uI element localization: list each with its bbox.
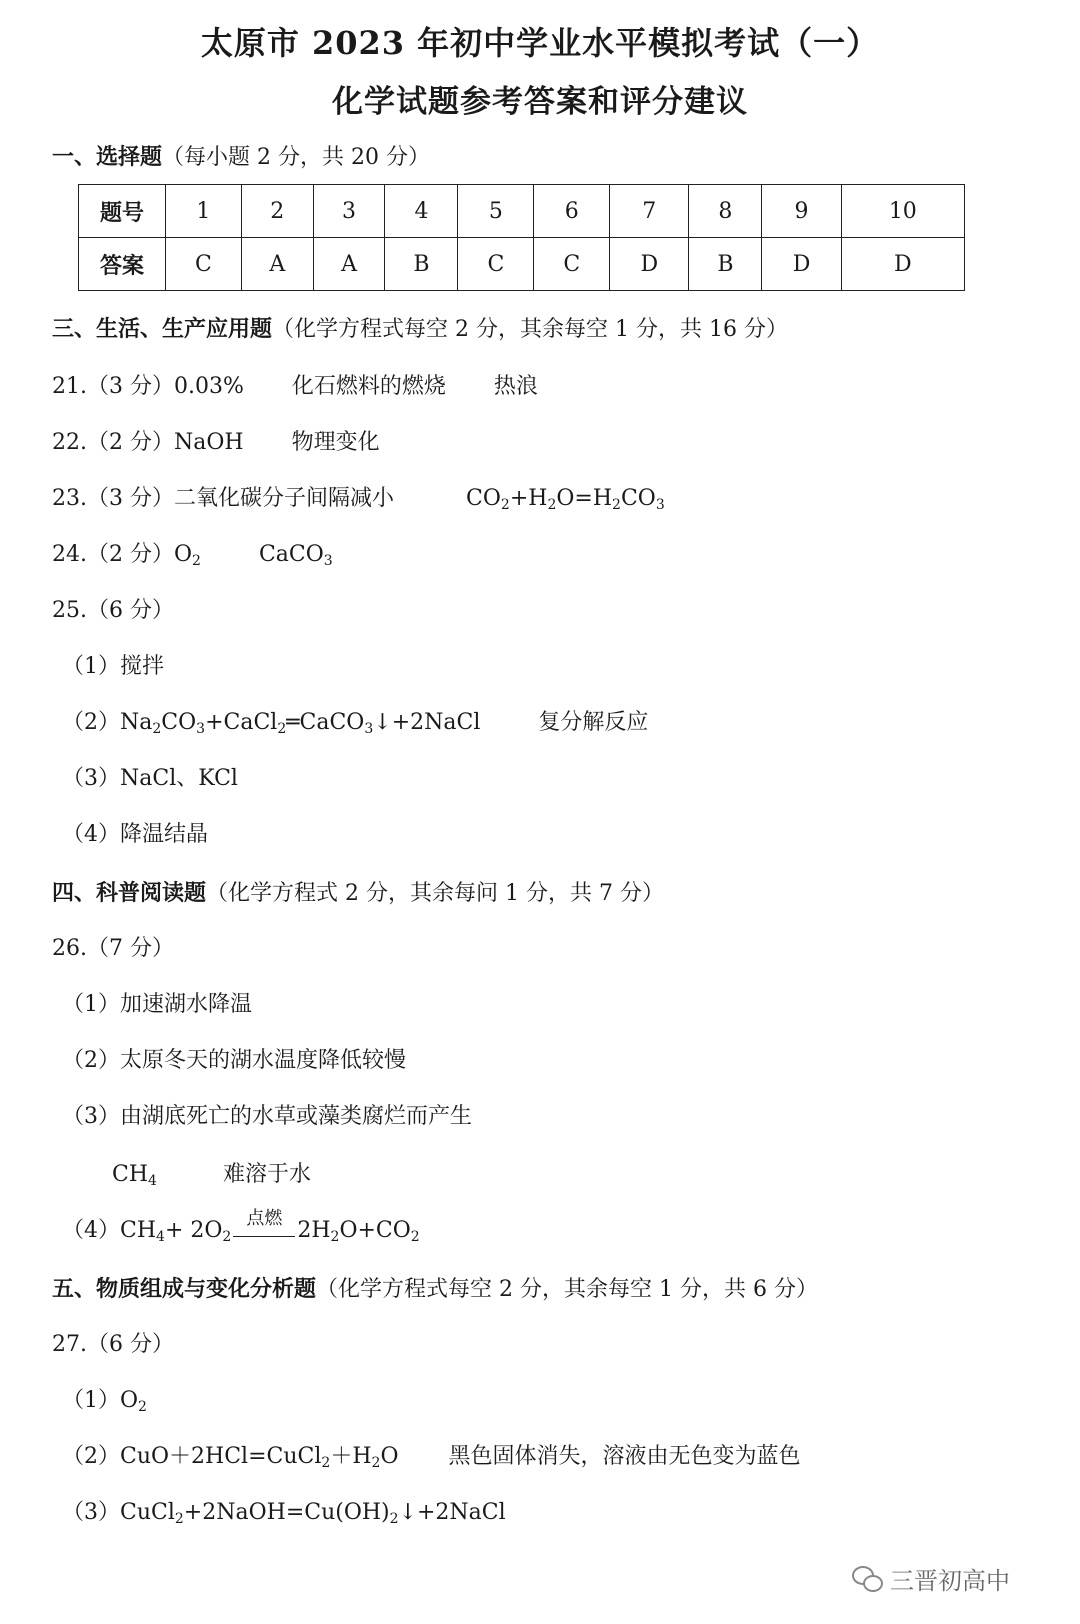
question-number: 9 (762, 185, 841, 238)
answer-21 (52, 372, 538, 402)
question-number: 3 (313, 185, 385, 238)
chemical-equation: $Na_2CO_3+CaCl_2═CaCO_3↓+2NaCl$ (120, 710, 481, 737)
answer-cell: A (313, 238, 385, 291)
section4-note: （化学方程式 2 分，其余每问 1 分，共 7 分） (206, 881, 664, 906)
section5-heading-line (52, 1274, 818, 1305)
chemical-formula: $O_2$ (174, 542, 201, 569)
condition-text: 点燃 (246, 1208, 283, 1229)
answer-25 (52, 596, 174, 626)
answer-text: 二氧化碳分子间隔减小 (174, 486, 395, 511)
part-label: （1） (62, 654, 120, 679)
question-number: 7 (610, 185, 689, 238)
watermark (852, 1561, 1010, 1596)
answer-cell: B (689, 238, 762, 291)
answer-text: 黑色固体消失，溶液由无色变为蓝色 (448, 1444, 801, 1469)
answer-cell: D (841, 238, 964, 291)
question-score: （7 分） (87, 936, 174, 961)
answer-25-3 (62, 764, 238, 794)
part-label: （1） (62, 1388, 120, 1413)
section5-heading: 五、物质组成与变化分析题 (52, 1276, 317, 1302)
answer-23 (52, 484, 665, 514)
answer-text: 加速湖水降温 (120, 992, 253, 1017)
question-number: 22. (52, 430, 87, 455)
part-label: （2） (62, 1444, 120, 1469)
answer-cell: C (534, 238, 610, 291)
chemical-equation: $CO_2+H_2O=H_2CO_3$ (466, 486, 665, 513)
question-number: 8 (689, 185, 762, 238)
answer-27-3 (62, 1498, 506, 1528)
section4-heading: 四、科普阅读题 (52, 880, 207, 906)
answer-26-2 (62, 1046, 406, 1076)
watermark-text: 三晋初高中 (890, 1567, 1010, 1595)
reaction-condition (233, 1208, 295, 1237)
question-number: 5 (458, 185, 534, 238)
answer-25-2 (62, 708, 648, 738)
table-row-numbers (79, 185, 965, 238)
answer-table (78, 184, 965, 291)
answer-26-1 (62, 990, 252, 1020)
answer-cell: C (166, 238, 242, 291)
answer-text: NaOH (174, 430, 244, 455)
answer-text: 搅拌 (120, 654, 165, 679)
part-label: （2） (62, 1048, 120, 1073)
section3-heading: 三、生活、生产应用题 (52, 316, 273, 342)
question-score: （6 分） (87, 1332, 174, 1357)
answer-text: 难溶于水 (222, 1162, 311, 1187)
question-score: （3 分） (87, 486, 174, 511)
row-label-number: 题号 (79, 185, 166, 238)
answer-cell: D (762, 238, 841, 291)
section3-note: （化学方程式每空 2 分，其余每空 1 分，共 16 分） (272, 317, 788, 342)
answer-26-3 (62, 1102, 472, 1132)
answer-text: 热浪 (493, 374, 538, 399)
answer-27-2 (62, 1442, 801, 1472)
question-number: 6 (534, 185, 610, 238)
row-label-answer: 答案 (79, 238, 166, 291)
part-label: （1） (62, 992, 120, 1017)
wechat-icon (852, 1566, 882, 1592)
answer-22 (52, 428, 380, 458)
answer-27-1 (62, 1386, 147, 1416)
answer-cell: A (241, 238, 313, 291)
answer-cell: D (610, 238, 689, 291)
question-number: 24. (52, 542, 87, 567)
part-label: （3） (62, 766, 120, 791)
answer-25-4 (62, 820, 208, 850)
question-score: （2 分） (87, 430, 174, 455)
question-number: 27. (52, 1332, 87, 1357)
section4-heading-line (52, 878, 664, 909)
part-label: （4） (62, 1218, 120, 1243)
part-label: （4） (62, 822, 120, 847)
answer-text: 降温结晶 (120, 822, 209, 847)
question-number: 26. (52, 936, 87, 961)
chemical-equation: $CH_4+ 2O_2$ 点燃 $2H_2O+CO_2$ (120, 1218, 420, 1243)
answer-26-3-extra (112, 1160, 311, 1190)
answer-text: 物理变化 (291, 430, 380, 455)
answer-27 (52, 1330, 174, 1360)
part-label: （2） (62, 710, 120, 735)
answer-26 (52, 934, 174, 964)
page-subtitle: 化学试题参考答案和评分建议 (332, 84, 748, 120)
answer-text: 化石燃料的燃烧 (291, 374, 446, 399)
question-score: （6 分） (87, 598, 174, 623)
answer-text: 0.03% (174, 374, 244, 399)
question-number: 23. (52, 486, 87, 511)
answer-26-4 (62, 1208, 420, 1246)
chemical-equation: $CuCl_2+2NaOH=Cu(OH)_2↓+2NaCl$ (120, 1500, 506, 1527)
question-score: （3 分） (87, 374, 174, 399)
answer-cell: C (458, 238, 534, 291)
answer-text: 由湖底死亡的水草或藻类腐烂而产生 (120, 1104, 473, 1129)
answer-text: NaCl、KCl (120, 766, 238, 791)
reaction-type: 复分解反应 (538, 710, 649, 735)
question-score: （2 分） (87, 542, 174, 567)
chemical-formula: $O_2$ (120, 1388, 147, 1415)
section1-heading: 一、选择题 (52, 144, 163, 170)
answer-25-1 (62, 652, 164, 682)
section3-heading-line (52, 314, 788, 345)
part-label: （3） (62, 1500, 120, 1525)
question-number: 25. (52, 598, 87, 623)
question-number: 1 (166, 185, 242, 238)
section1-note: （每小题 2 分，共 20 分） (162, 145, 430, 170)
section5-note: （化学方程式每空 2 分，其余每空 1 分，共 6 分） (316, 1277, 818, 1302)
chemical-equation: $CuO+2HCl=CuCl_2+H_2O$ (120, 1444, 399, 1471)
question-number: 4 (385, 185, 458, 238)
answer-24 (52, 540, 333, 570)
table-row-answers (79, 238, 965, 291)
question-number: 10 (841, 185, 964, 238)
page-title: 太原市 2023 年初中学业水平模拟考试（一） (200, 24, 880, 62)
answer-text: 太原冬天的湖水温度降低较慢 (120, 1048, 407, 1073)
question-number: 2 (241, 185, 313, 238)
question-number: 21. (52, 374, 87, 399)
answer-cell: B (385, 238, 458, 291)
chemical-formula: $CH_4$ (112, 1162, 157, 1189)
chemical-formula: CaCO$_3$ (258, 542, 333, 569)
part-label: （3） (62, 1104, 120, 1129)
section1-heading-line (52, 142, 430, 173)
